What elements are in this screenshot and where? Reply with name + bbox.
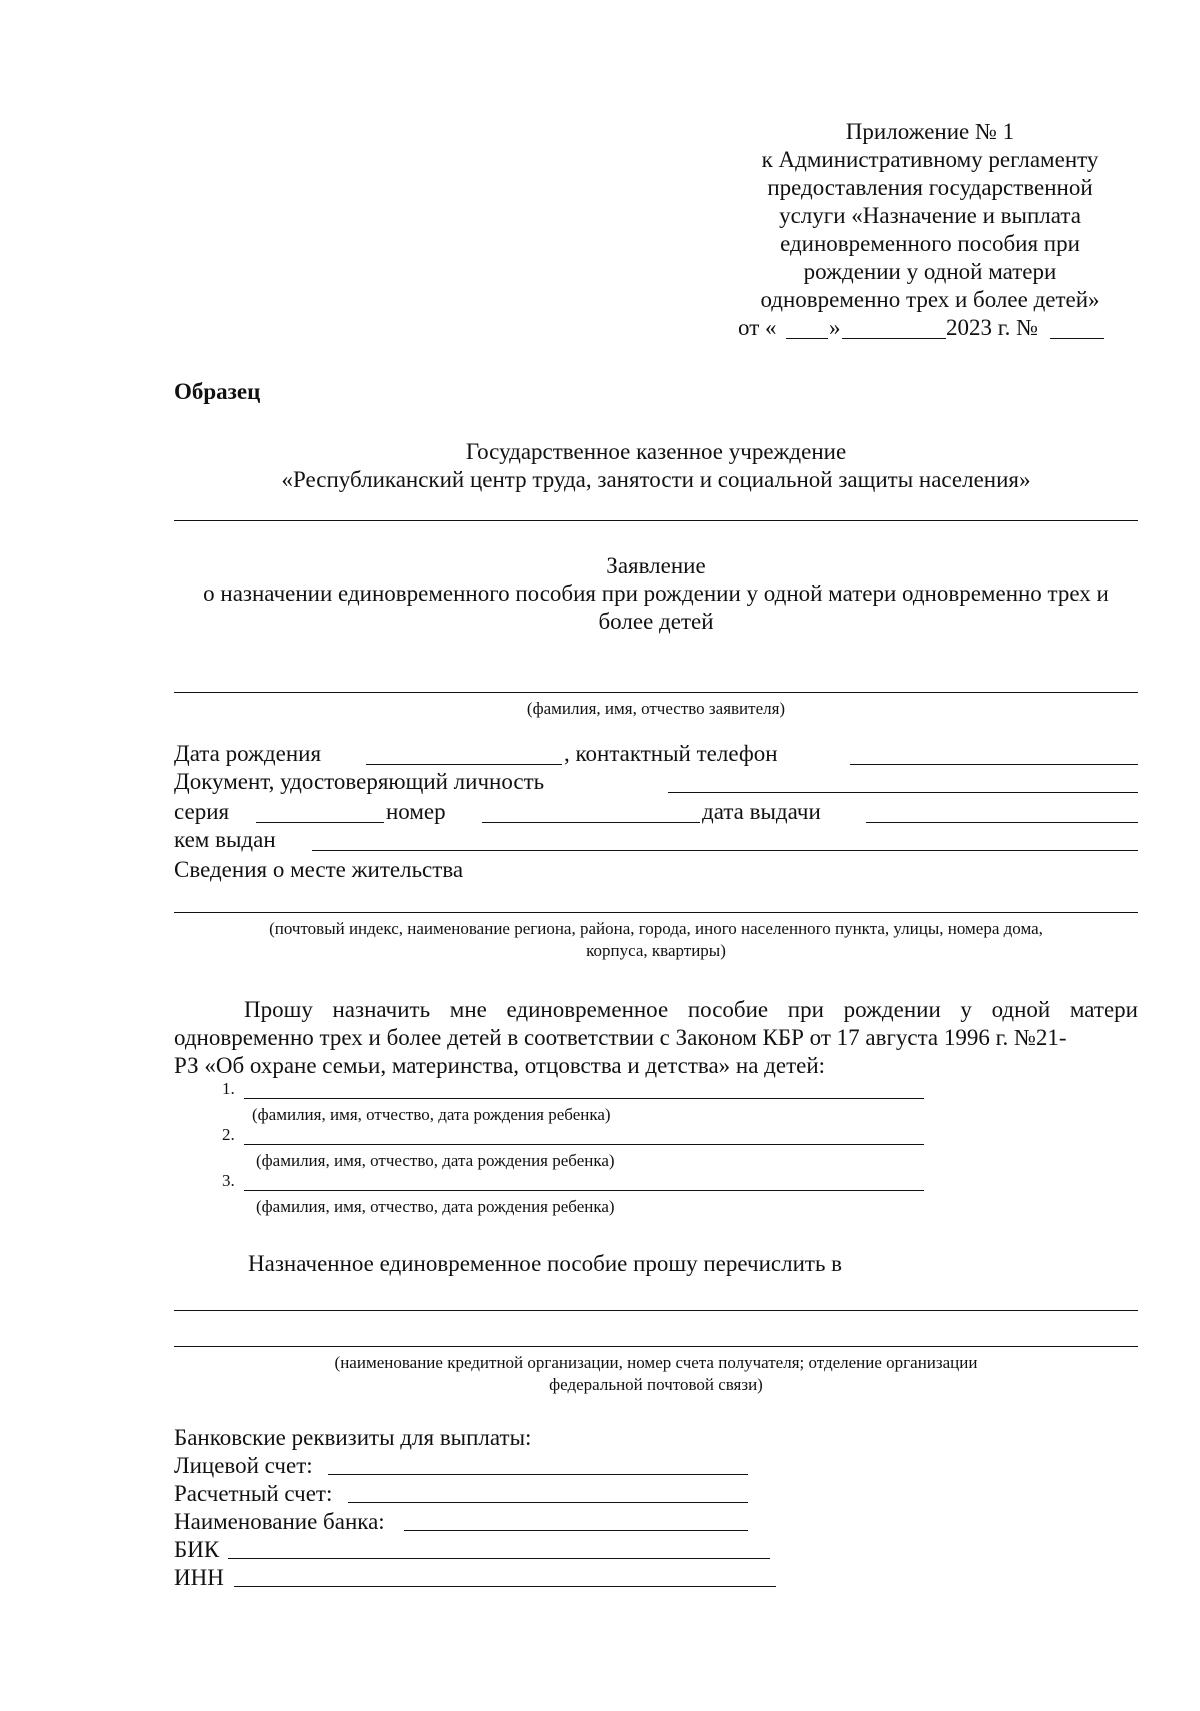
transfer-field-2[interactable] [174, 1346, 1138, 1347]
phone-field[interactable] [850, 764, 1138, 765]
child-number: 2. [222, 1125, 235, 1144]
issue-date-label: дата выдачи [702, 799, 821, 824]
appendix-line: услуги «Назначение и выплата [779, 203, 1081, 228]
bik-label: БИК [174, 1537, 220, 1562]
appendix-line: одновременно трех и более детей» [760, 287, 1100, 312]
series-label: серия [174, 799, 230, 824]
bank-name-field[interactable] [404, 1530, 748, 1531]
application-subtitle-line1: о назначении единовременного пособия при рождении у одной матери одновременно трех и [203, 581, 1109, 606]
issued-by-label: кем выдан [174, 827, 276, 852]
child-1-field[interactable] [244, 1098, 924, 1099]
residence-label: Сведения о месте жительства [174, 857, 464, 882]
request-line1: Прошу назначить мне единовременное пособие при рождении у одной матери [244, 997, 1138, 1022]
transfer-field-1[interactable] [174, 1310, 1138, 1311]
number-label: номер [386, 799, 446, 824]
sample-label: Образец [174, 379, 261, 404]
number-field[interactable] [482, 822, 700, 823]
bank-details-title: Банковские реквизиты для выплаты: [174, 1425, 532, 1450]
child-2-field[interactable] [244, 1144, 924, 1145]
issue-date-field[interactable] [866, 822, 1138, 823]
transfer-text: Назначенное единовременное пособие прошу перечислить в [248, 1251, 843, 1276]
appendix-line: рождении у одной матери [803, 259, 1057, 284]
bank-name-label: Наименование банка: [174, 1509, 385, 1534]
issued-by-field[interactable] [312, 850, 1138, 851]
appendix-date-prefix: от « [738, 315, 777, 340]
date-month-field[interactable] [842, 338, 946, 339]
request-line2: одновременно трех и более детей в соответствии с Законом КБР от 17 августа 1996 г. №21- [174, 1025, 1067, 1050]
phone-label: , контактный телефон [564, 741, 778, 766]
child-number: 1. [222, 1079, 235, 1098]
personal-account-field[interactable] [328, 1474, 748, 1475]
bank-caption-line1: (наименование кредитной организации, номер счета получателя; отделение организации [334, 1353, 978, 1372]
appendix-date-year: 2023 г. № [946, 315, 1039, 340]
bik-field[interactable] [228, 1558, 770, 1559]
inn-label: ИНН [174, 1565, 224, 1590]
settlement-account-field[interactable] [348, 1502, 748, 1503]
institution-name-line1: Государственное казенное учреждение [465, 439, 847, 464]
divider [174, 520, 1138, 521]
institution-name-line2: «Республиканский центр труда, занятости и социальной защиты населения» [281, 467, 1031, 492]
child-caption: (фамилия, имя, отчество, дата рождения ребенка) [252, 1105, 611, 1124]
address-caption-line2: корпуса, квартиры) [586, 941, 726, 960]
application-title: Заявление [606, 553, 706, 578]
id-document-field[interactable] [668, 792, 1138, 793]
appendix-date-mid: » [829, 315, 841, 340]
date-day-field[interactable] [786, 338, 828, 339]
child-caption: (фамилия, имя, отчество, дата рождения ребенка) [256, 1151, 615, 1170]
personal-account-label: Лицевой счет: [174, 1453, 313, 1478]
appendix-line: предоставления государственной [767, 175, 1093, 200]
birth-date-label: Дата рождения [174, 741, 322, 766]
child-number: 3. [222, 1171, 235, 1190]
applicant-caption: (фамилия, имя, отчество заявителя) [526, 699, 786, 718]
appendix-block [700, 118, 1160, 314]
address-caption-line1: (почтовый индекс, наименование региона, района, города, иного населенного пункта, улицы, номера дома, [269, 919, 1043, 938]
appendix-number-field[interactable] [1050, 338, 1104, 339]
request-line3: РЗ «Об охране семьи, материнства, отцовства и детства» на детей: [174, 1053, 826, 1078]
id-document-label: Документ, удостоверяющий личность [174, 769, 545, 794]
series-field[interactable] [256, 822, 384, 823]
residence-field[interactable] [174, 912, 1138, 913]
application-subtitle-line2: более детей [598, 609, 714, 634]
bank-caption-line2: федеральной почтовой связи) [549, 1375, 763, 1394]
child-3-field[interactable] [244, 1190, 924, 1191]
birth-date-field[interactable] [366, 764, 562, 765]
appendix-line: единовременного пособия при [780, 231, 1080, 256]
appendix-line: к Административному регламенту [761, 147, 1099, 172]
appendix-line: Приложение № 1 [845, 119, 1015, 144]
inn-field[interactable] [234, 1586, 776, 1587]
applicant-name-field[interactable] [174, 692, 1138, 693]
settlement-account-label: Расчетный счет: [174, 1481, 333, 1506]
child-caption: (фамилия, имя, отчество, дата рождения ребенка) [256, 1197, 615, 1216]
